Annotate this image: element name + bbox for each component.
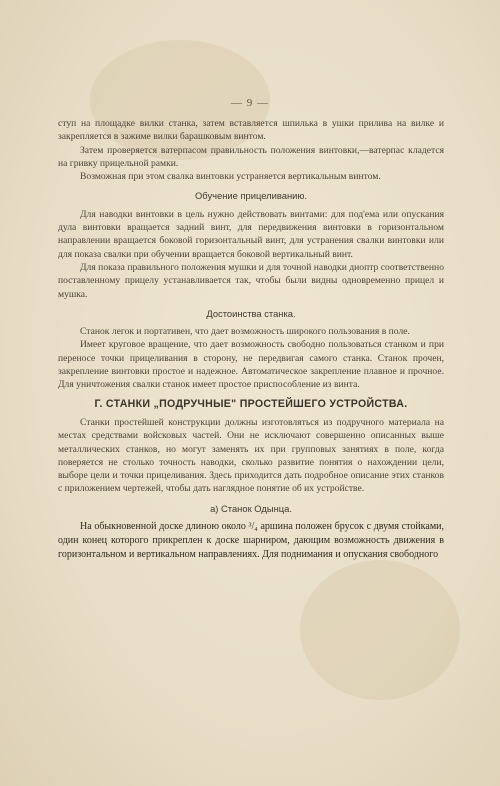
page-number: — 9 — (231, 97, 269, 109)
paragraph: На обыкновенной доске длиною около ³/₄ аршина положен брусок с двумя стойками, один конец которого прикреплен к доске шарниром, дающим возможность движения в горизонтальном и вертикальном направлениях. Для поднимания и опускания свободного (58, 521, 444, 561)
document-body (58, 117, 444, 562)
paragraph: ступ на площадке вилки станка, затем вставляется шпилька в ушки прилива на вилке и закрепляется в зажиме вилки барашковым винтом. (58, 118, 444, 143)
section-heading: Достоинства станка. (206, 307, 296, 319)
chapter-heading: Г. СТАНКИ „ПОДРУЧНЫЕ" ПРОСТЕЙШЕГО УСТРОЙСТВА. (94, 397, 408, 410)
paragraph: Для наводки винтовки в цель нужно действовать винтами: для под'ема или опускания дула винтовки вращается задний винт, для передвижения винтовки в горизонтальном направлении вращается боковой горизонтальный винт, для устранения свалки винтовки или для показа свалки при обучении вращается боковой вертикальный винт. (58, 208, 444, 260)
paragraph: Станок легок и портативен, что дает возможность широкого пользования в поле. (80, 326, 410, 338)
paragraph: Затем проверяется ватерпасом правильность положения винтовки,—ватерпас кладется на гривку прицельной рамки. (58, 144, 444, 169)
paragraph: Для показа правильного положения мушки и для точной наводки диоптр соответственно поставленному прицелу устанавливается так, чтобы были видны одновременно прицел и мушка. (58, 261, 444, 300)
paragraph: Возможная при этом свалка винтовки устраняется вертикальным винтом. (80, 171, 381, 183)
paragraph: Станки простейшей конструкции должны изготовляться из подручного материала на местах средствами войсковых частей. Они не исключают совершенно описанных выше металлических станков, но могут заменять их при групповых занятиях в поле, когда поверяется не столько точность наводки, сколько развитие понятия о нахождении цели, выборе цели и точки прицеливания. Здесь приходится дать подробное описание этих станков с приложением чертежей, чтобы дать наглядное понятие об их устройстве. (58, 416, 444, 495)
paragraph: Имеет круговое вращение, что дает возможность свободно пользоваться станком и при переносе точки прицеливания в сторону, не передвигая самого станка. Станок прочен, закрепление винтовки простое и надежное. Автоматическое закрепление плавное и прочное. Для уничтожения свалки станок имеет простое приспособление из винта. (58, 339, 444, 391)
section-heading: Обучение прицеливанию. (194, 190, 307, 202)
section-heading: а) Станок Одынца. (210, 502, 292, 514)
